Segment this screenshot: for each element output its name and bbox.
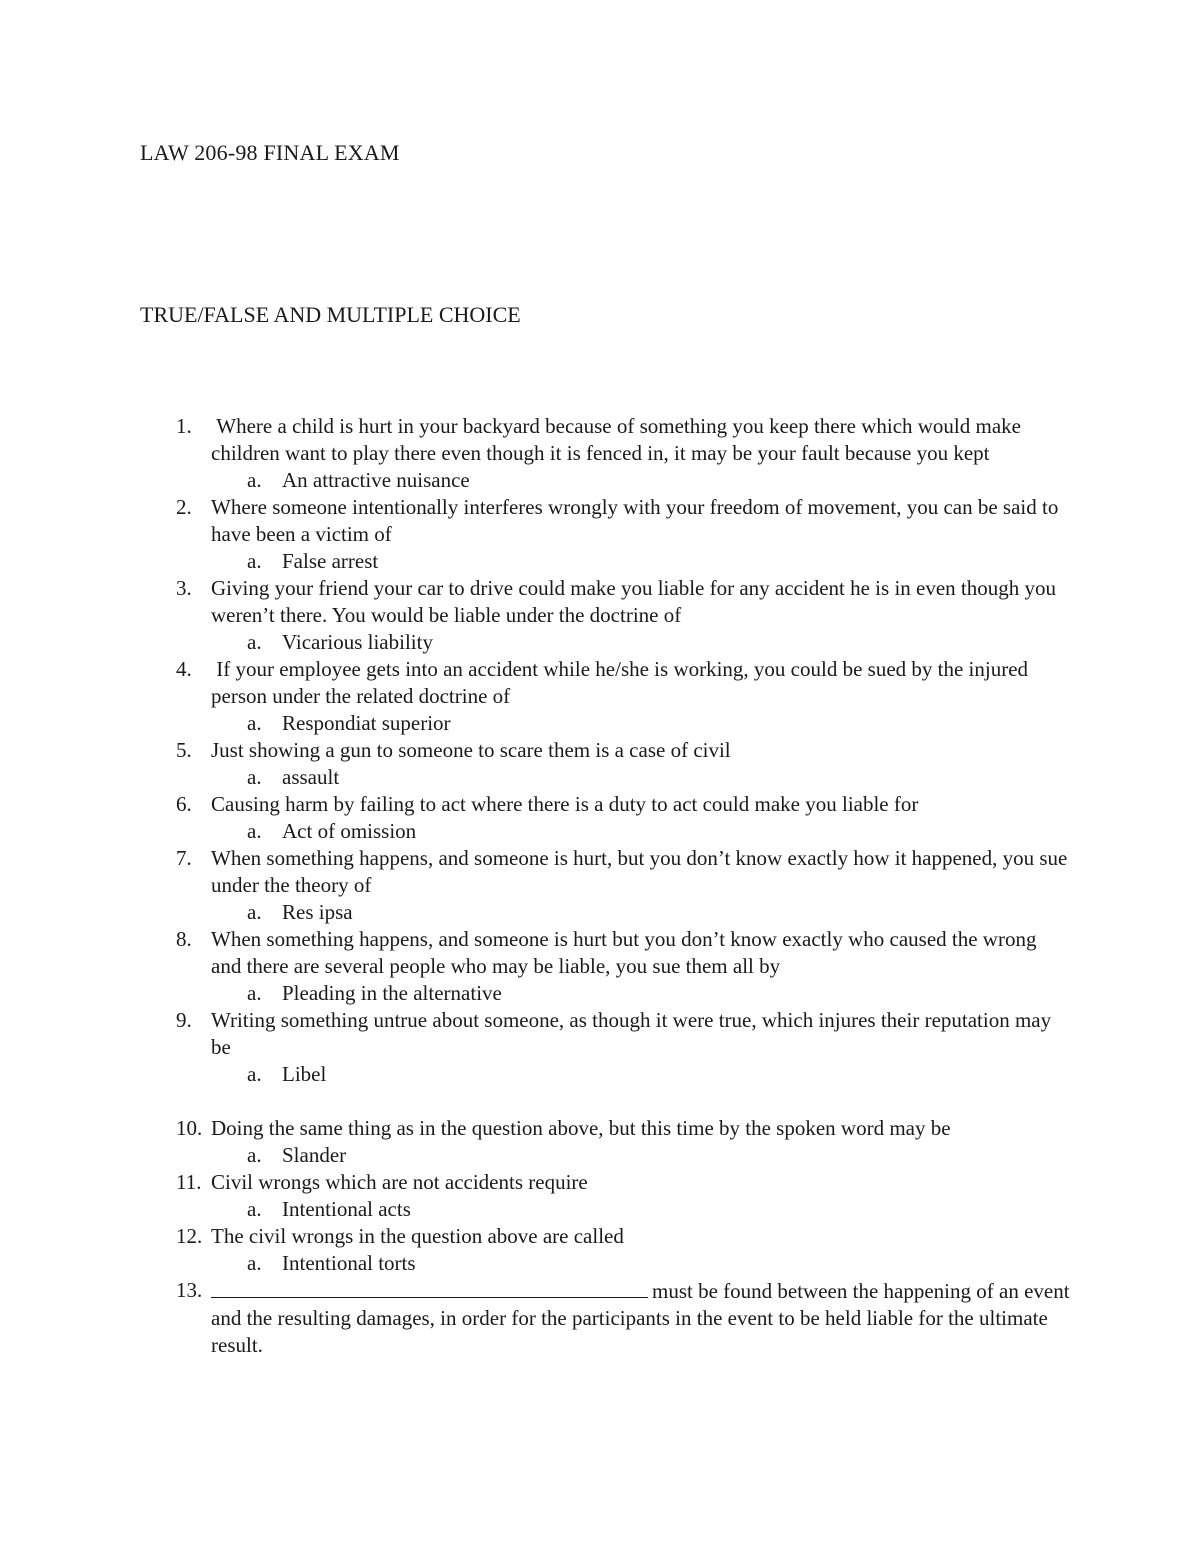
question-number: 8. (176, 927, 192, 951)
question-text: Writing something untrue about someone, as though it were true, which injures their reputation may be (211, 1008, 1052, 1059)
answer-option (211, 764, 1071, 791)
answer-text: Intentional acts (282, 1197, 411, 1221)
question-item (0, 1223, 1071, 1277)
question-text: Where a child is hurt in your backyard because of something you keep there which would make children want to play there even though it is fenced in, it may be your fault because you kept (211, 414, 1027, 465)
answer-text: Intentional torts (282, 1251, 416, 1275)
answer-option (211, 818, 1071, 845)
question-text: Where someone intentionally interferes wrongly with your freedom of movement, you can be said to have been a victim of (211, 495, 1059, 546)
question-text: Causing harm by failing to act where there is a duty to act could make you liable for (211, 792, 919, 816)
document-title: LAW 206-98 FINAL EXAM (140, 140, 400, 165)
answer-letter: a. (247, 468, 262, 492)
question-item (0, 737, 1071, 791)
answer-letter: a. (247, 981, 262, 1005)
answer-text: Libel (282, 1062, 327, 1086)
answer-option (211, 899, 1071, 926)
answer-option (211, 710, 1071, 737)
answer-letter: a. (247, 711, 262, 735)
answer-option (211, 1196, 1071, 1223)
answer-option (211, 629, 1071, 656)
question-number: 7. (176, 846, 192, 870)
question-number: 11. (176, 1170, 202, 1194)
question-number: 5. (176, 738, 192, 762)
question-text: If your employee gets into an accident while he/she is working, you could be sued by the injured person under the related doctrine of (211, 657, 1034, 708)
question-number: 1. (176, 414, 192, 438)
question-number: 6. (176, 792, 192, 816)
answer-letter: a. (247, 765, 262, 789)
answer-option (211, 467, 1071, 494)
question-item (0, 845, 1071, 926)
answer-letter: a. (247, 1062, 262, 1086)
question-text: Giving your friend your car to drive could make you liable for any accident he is in even though you weren’t there. You would be liable under the doctrine of (211, 576, 1057, 627)
question-item (0, 413, 1071, 494)
answer-letter: a. (247, 900, 262, 924)
question-text-after-blank: must be found between the happening of an event and the resulting damages, in order for the participants in the event to be held liable for the ultimate result. (211, 1279, 1070, 1357)
answer-option (211, 1250, 1071, 1277)
answer-letter: a. (247, 1251, 262, 1275)
answer-text: Pleading in the alternative (282, 981, 502, 1005)
question-item (0, 1169, 1071, 1223)
answer-option (211, 1142, 1071, 1169)
answer-letter: a. (247, 1197, 262, 1221)
question-item (0, 1007, 1071, 1088)
question-item (0, 1115, 1071, 1169)
answer-letter: a. (247, 819, 262, 843)
answer-letter: a. (247, 1143, 262, 1167)
question-item (0, 575, 1071, 656)
answer-text: Vicarious liability (282, 630, 433, 654)
question-item (0, 656, 1071, 737)
question-number: 10. (176, 1116, 203, 1140)
question-text: Civil wrongs which are not accidents require (211, 1170, 588, 1194)
answer-text: Slander (282, 1143, 347, 1167)
question-number: 13. (176, 1278, 203, 1302)
answer-text: Res ipsa (282, 900, 353, 924)
question-item (0, 926, 1071, 1007)
question-number: 3. (176, 576, 192, 600)
answer-letter: a. (247, 630, 262, 654)
question-text: When something happens, and someone is hurt, but you don’t know exactly how it happened, you sue under the theory of (211, 846, 1068, 897)
question-number: 12. (176, 1224, 203, 1248)
question-item (0, 494, 1071, 575)
answer-text: assault (282, 765, 340, 789)
question-text: Doing the same thing as in the question above, but this time by the spoken word may be (211, 1116, 951, 1140)
fill-in-blank[interactable] (211, 1277, 648, 1298)
question-number: 2. (176, 495, 192, 519)
question-number: 4. (176, 657, 192, 681)
answer-text: False arrest (282, 549, 379, 573)
question-text (211, 1277, 1071, 1359)
question-text: Just showing a gun to someone to scare them is a case of civil (211, 738, 731, 762)
question-text: The civil wrongs in the question above are called (211, 1224, 624, 1248)
answer-text: Respondiat superior (282, 711, 451, 735)
question-list (0, 413, 1200, 1359)
section-title: TRUE/FALSE AND MULTIPLE CHOICE (140, 302, 521, 327)
question-number: 9. (176, 1008, 192, 1032)
question-item (0, 1277, 1071, 1359)
answer-option (211, 980, 1071, 1007)
answer-letter: a. (247, 549, 262, 573)
question-item (0, 791, 1071, 845)
answer-text: Act of omission (282, 819, 417, 843)
answer-option (211, 548, 1071, 575)
question-text: When something happens, and someone is hurt but you don’t know exactly who caused the wrong and there are several people who may be liable, you sue them all by (211, 927, 1037, 978)
answer-text: An attractive nuisance (282, 468, 470, 492)
answer-option (211, 1061, 1071, 1088)
